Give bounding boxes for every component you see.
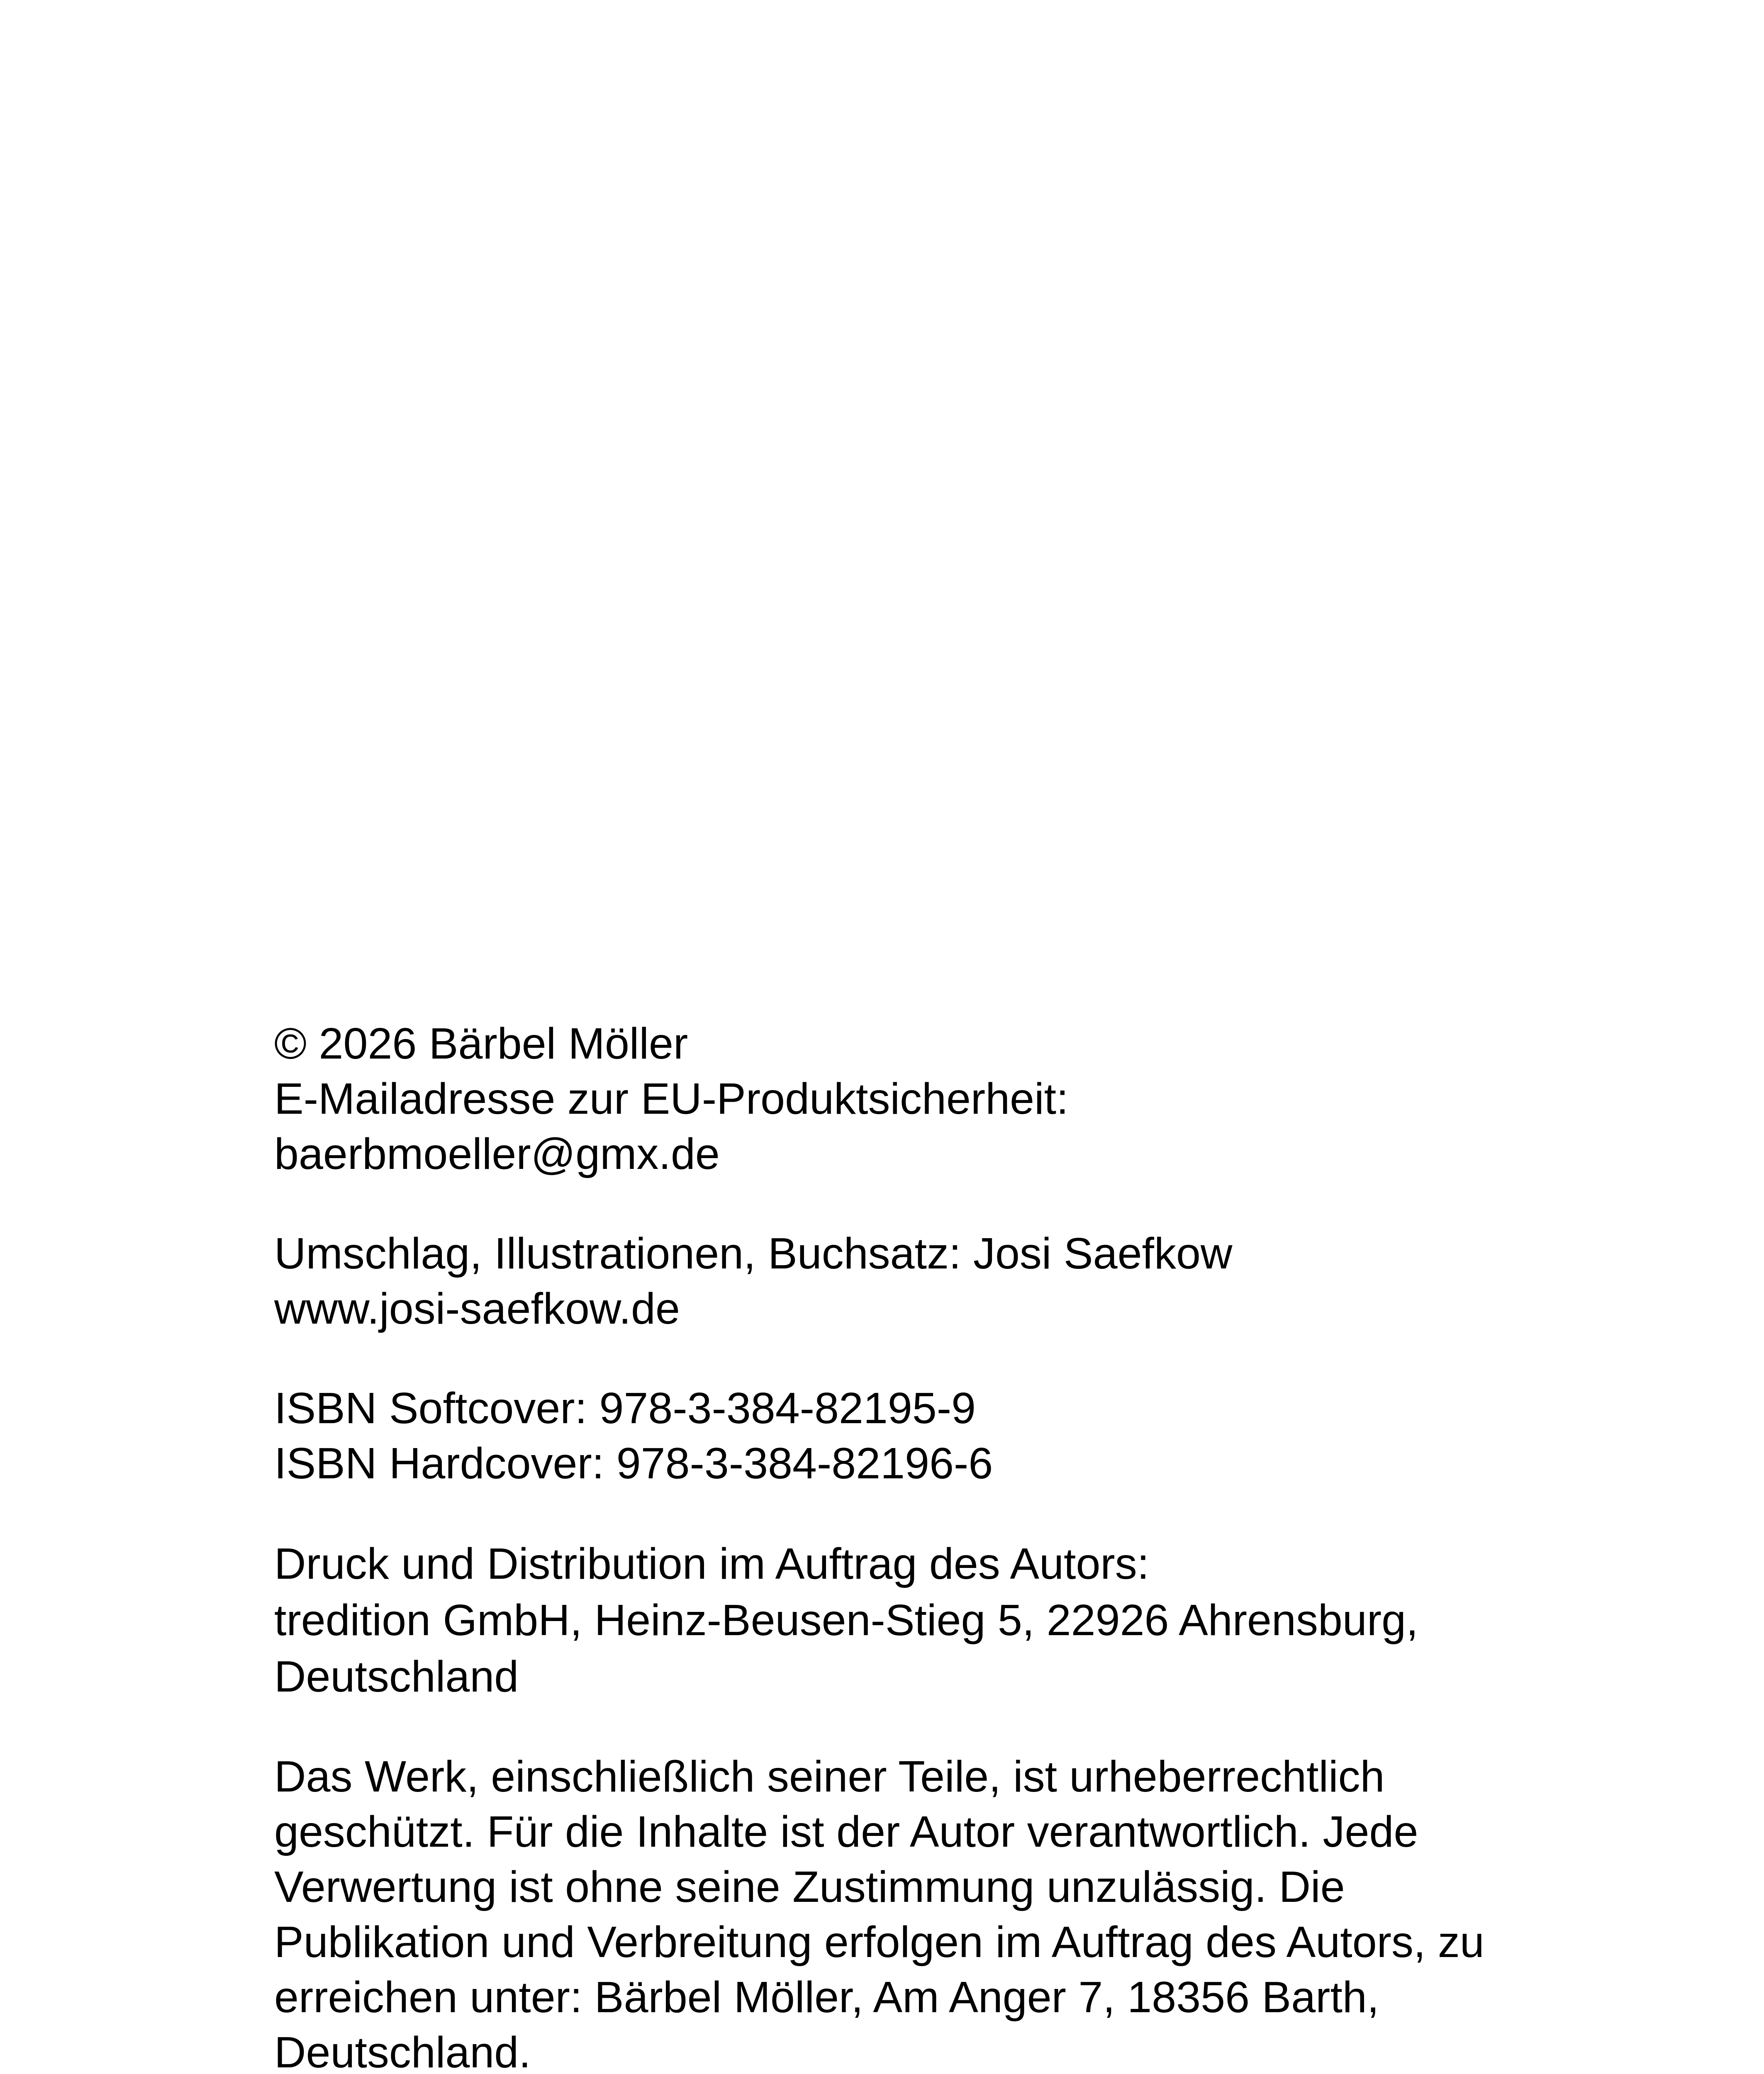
legal-notice-line: geschützt. Für die Inhalte ist der Autor verantwortlich. Jede [274, 1807, 1418, 1856]
design-credit-line: Umschlag, Illustrationen, Buchsatz: Josi Saefkow [274, 1229, 1233, 1278]
isbn-softcover: ISBN Softcover: 978-3-384-82195-9 [274, 1384, 976, 1433]
distribution-line: Druck und Distribution im Auftrag des Autors: [274, 1539, 1150, 1588]
publisher-country: Deutschland [274, 1652, 519, 1701]
legal-notice-line: erreichen unter: Bärbel Möller, Am Anger 7, 18356 Barth, [274, 1973, 1379, 2022]
isbn-block [274, 1381, 1602, 1491]
distribution-block [274, 1536, 1602, 1705]
legal-notice-line: Publikation und Verbreitung erfolgen im Auftrag des Autors, zu [274, 1918, 1484, 1967]
legal-notice-line: Verwertung ist ohne seine Zustimmung unzulässig. Die [274, 1862, 1345, 1911]
designer-website: www.josi-saefkow.de [274, 1284, 680, 1333]
design-credits-block [274, 1226, 1602, 1336]
product-safety-email-label: E-Mailadresse zur EU-Produktsicherheit: [274, 1074, 1069, 1123]
isbn-hardcover: ISBN Hardcover: 978-3-384-82196-6 [274, 1439, 993, 1488]
legal-notice-block [274, 1749, 1602, 2074]
product-safety-email: baerbmoeller@gmx.de [274, 1130, 720, 1178]
imprint-page [274, 1016, 1602, 2074]
copyright-block [274, 1016, 1602, 1182]
legal-notice-line: Deutschland. [274, 2028, 531, 2074]
copyright-line: © 2026 Bärbel Möller [274, 1019, 688, 1068]
legal-notice-line: Das Werk, einschließlich seiner Teile, ist urheberrechtlich [274, 1752, 1385, 1801]
publisher-address: tredition GmbH, Heinz-Beusen-Stieg 5, 22926 Ahrensburg, [274, 1596, 1418, 1645]
